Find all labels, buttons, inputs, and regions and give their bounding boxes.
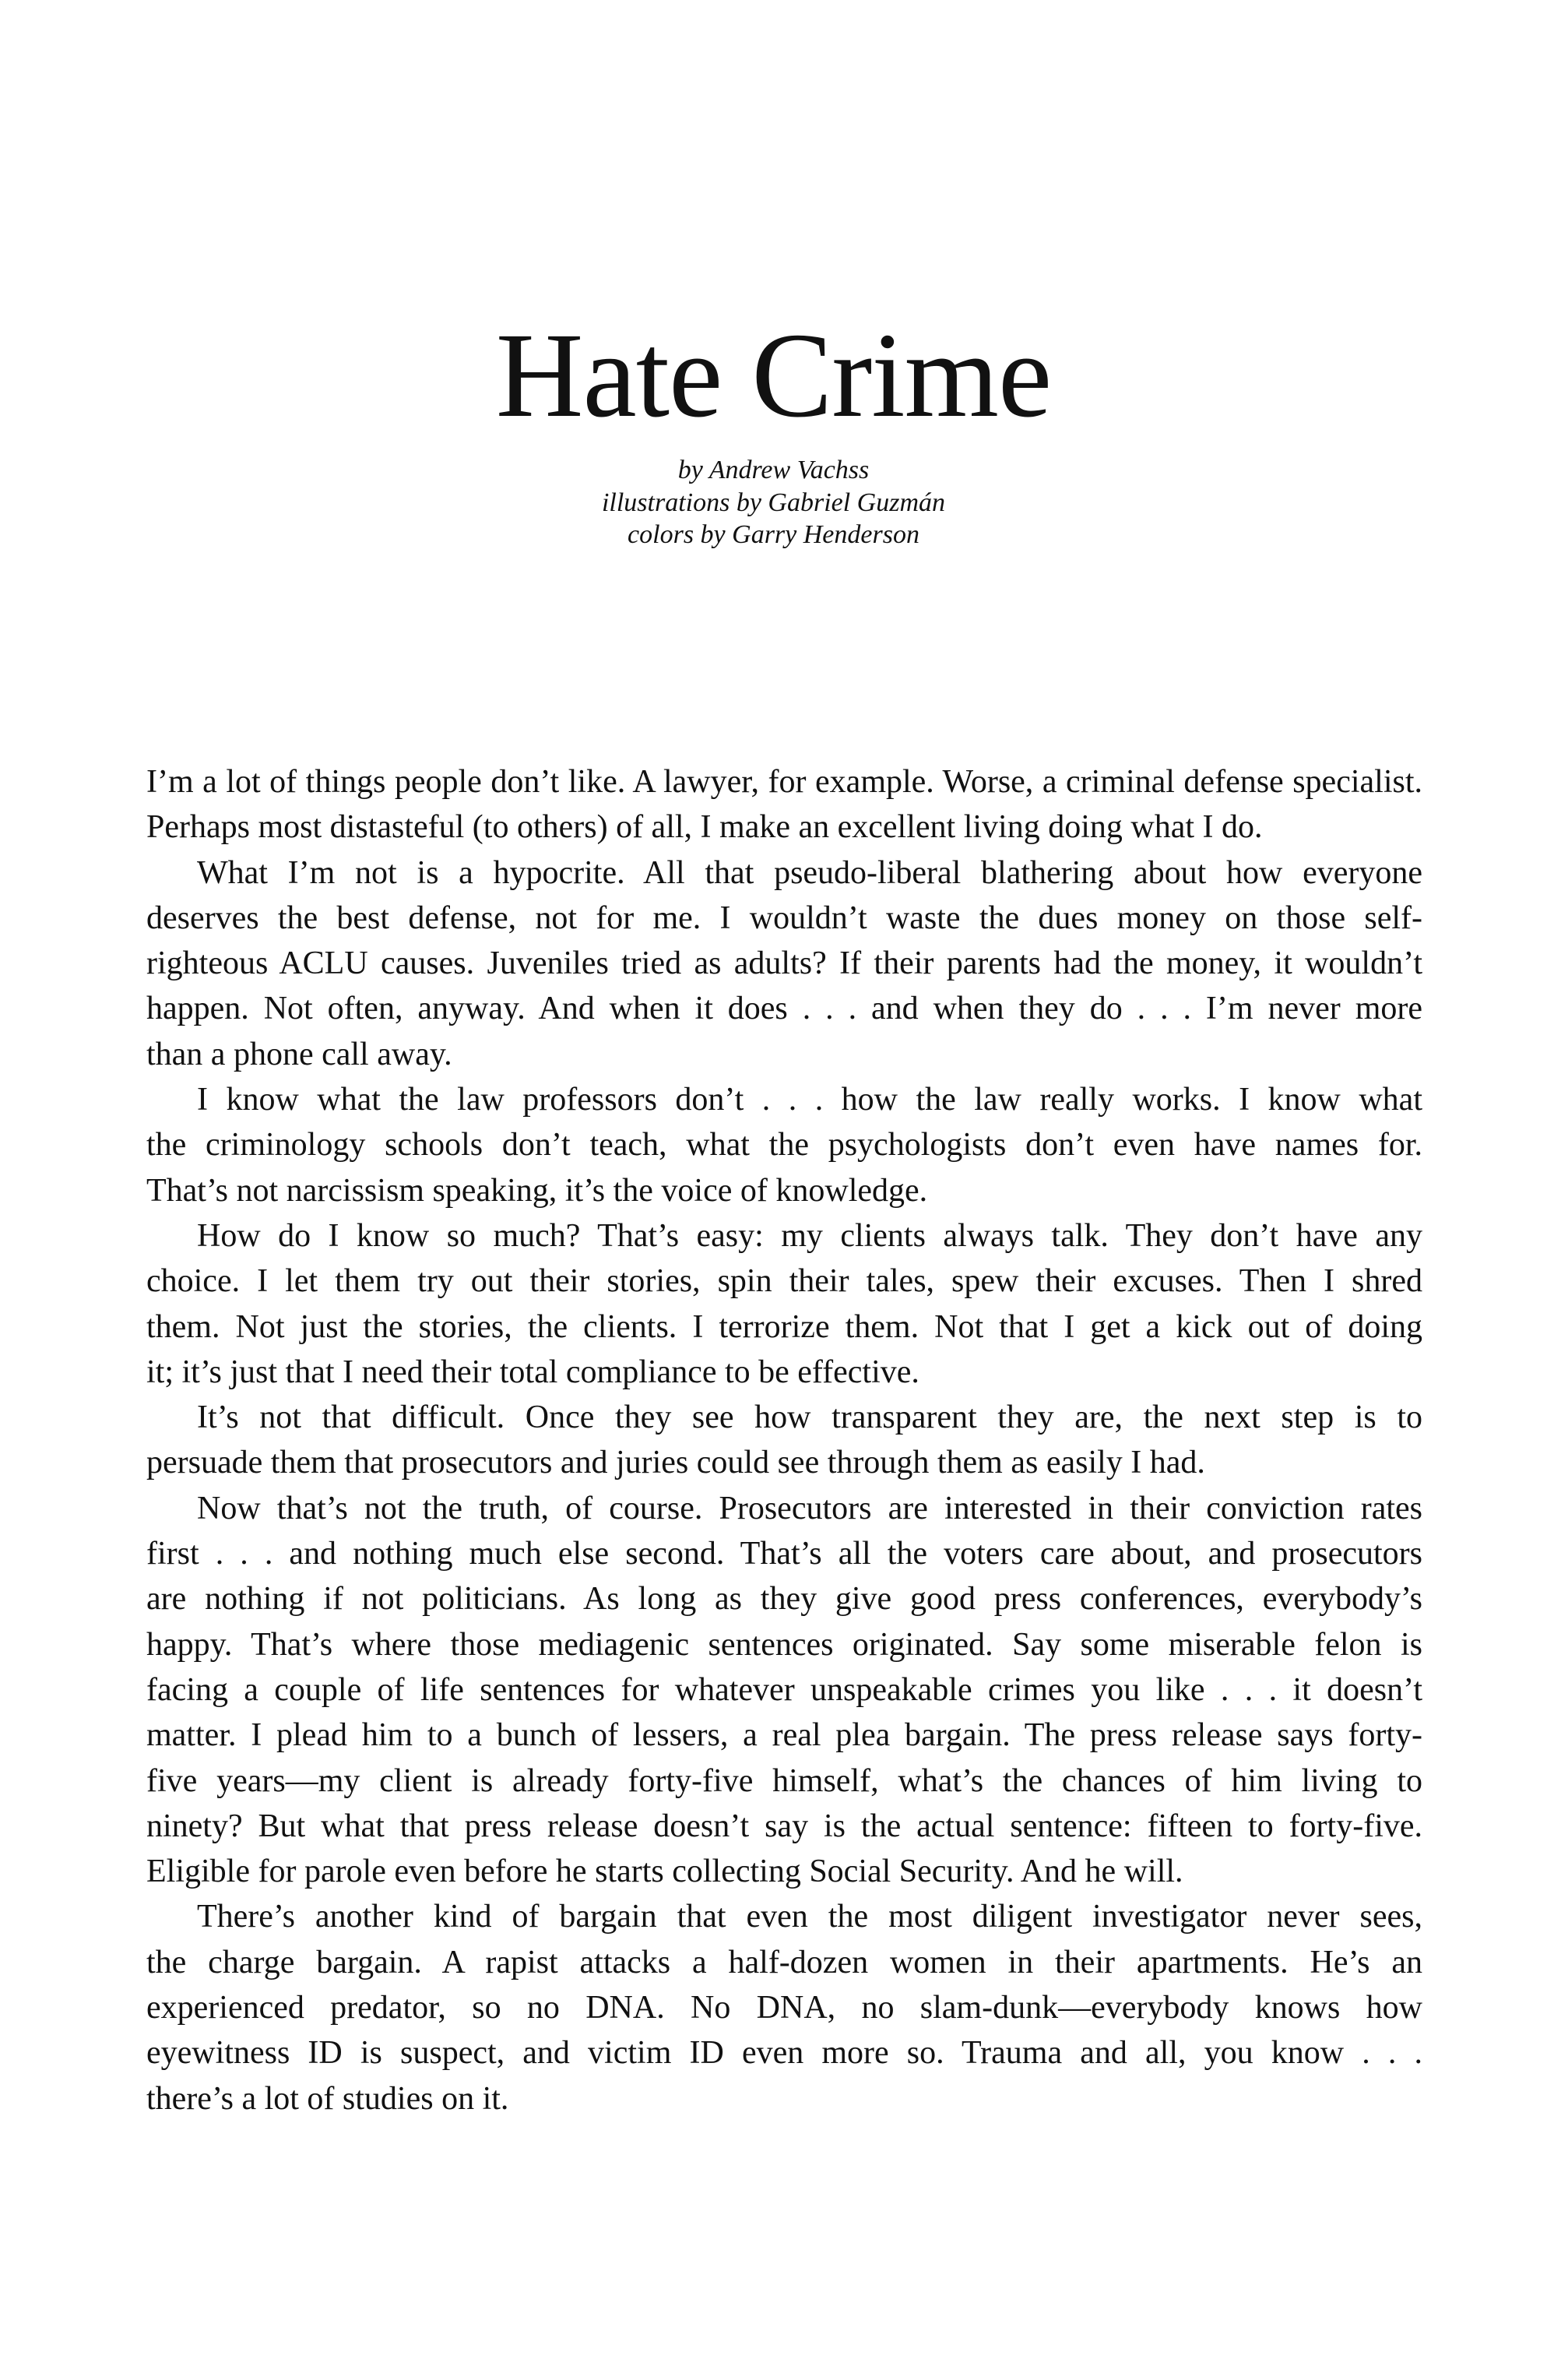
text-line: choice. I let them try out their stories, spin their tales, spew their excuses. Then I shred xyxy=(146,1263,1422,1300)
text-line: I’m a lot of things people don’t like. A lawyer, for example. Worse, a criminal defense specialist. xyxy=(146,764,1422,800)
text-line: What I’m not is a hypocrite. All that pseudo-liberal blathering about how everyone xyxy=(197,854,1422,891)
text-line: first . . . and nothing much else second. That’s all the voters care about, and prosecutors xyxy=(146,1536,1422,1572)
text-line: matter. I plead him to a bunch of lessers, a real plea bargain. The press release says forty- xyxy=(146,1717,1422,1754)
story-body xyxy=(146,759,1422,2121)
illustrator-credit: illustrations by Gabriel Guzmán xyxy=(601,488,946,517)
text-line: happy. That’s where those mediagenic sentences originated. Say some miserable felon is xyxy=(146,1626,1422,1663)
text-line: five years—my client is already forty-five himself, what’s the chances of him living to xyxy=(146,1762,1422,1799)
text-line: righteous ACLU causes. Juveniles tried as adults? If their parents had the money, it wouldn’t xyxy=(146,945,1422,982)
colorist-credit: colors by Garry Henderson xyxy=(628,520,919,549)
text-line: Now that’s not the truth, of course. Prosecutors are interested in their conviction rates xyxy=(197,1490,1422,1526)
text-line: deserves the best defense, not for me. I wouldn’t waste the dues money on those self- xyxy=(146,900,1422,936)
text-line: are nothing if not politicians. As long as they give good press conferences, everybody’s xyxy=(146,1581,1422,1618)
text-line: the criminology schools don’t teach, what the psychologists don’t even have names for. xyxy=(146,1127,1422,1164)
paragraph xyxy=(146,1894,1422,2121)
text-line: it; it’s just that I need their total compliance to be effective. xyxy=(146,1354,919,1390)
text-line: That’s not narcissism speaking, it’s the voice of knowledge. xyxy=(146,1172,928,1209)
paragraph xyxy=(146,850,1422,1077)
text-line: Perhaps most distasteful (to others) of all, I make an excellent living doing what I do. xyxy=(146,809,1263,846)
paragraph xyxy=(146,1213,1422,1395)
paragraph xyxy=(146,1077,1422,1213)
paragraph xyxy=(146,1486,1422,1895)
paragraph xyxy=(146,1395,1422,1486)
text-line: the charge bargain. A rapist attacks a half-dozen women in their apartments. He’s an xyxy=(146,1944,1422,1980)
author-credit: by Andrew Vachss xyxy=(677,456,870,484)
text-line: It’s not that difficult. Once they see how transparent they are, the next step is to xyxy=(197,1399,1422,1436)
text-line: persuade them that prosecutors and juries could see through them as easily I had. xyxy=(146,1445,1205,1481)
credits xyxy=(0,454,1547,551)
text-line: eyewitness ID is suspect, and victim ID even more so. Trauma and all, you know . . . xyxy=(146,2035,1422,2072)
text-line: experienced predator, so no DNA. No DNA, no slam-dunk—everybody knows how xyxy=(146,1990,1422,2026)
text-line: happen. Not often, anyway. And when it does . . . and when they do . . . I’m never more xyxy=(146,991,1422,1027)
text-line: them. Not just the stories, the clients. I terrorize them. Not that I get a kick out of doing xyxy=(146,1308,1422,1345)
text-line: Eligible for parole even before he starts collecting Social Security. And he will. xyxy=(146,1854,1183,1890)
story-title: Hate Crime xyxy=(495,308,1052,442)
text-line: How do I know so much? That’s easy: my clients always talk. They don’t have any xyxy=(197,1217,1422,1254)
text-line: there’s a lot of studies on it. xyxy=(146,2080,509,2117)
paragraph xyxy=(146,759,1422,850)
text-line: There’s another kind of bargain that even the most diligent investigator never sees, xyxy=(197,1899,1422,1935)
text-line: I know what the law professors don’t . . . how the law really works. I know what xyxy=(197,1082,1422,1118)
text-line: ninety? But what that press release doesn’t say is the actual sentence: fifteen to forty-five. xyxy=(146,1808,1422,1844)
text-line: than a phone call away. xyxy=(146,1036,452,1072)
text-line: facing a couple of life sentences for whatever unspeakable crimes you like . . . it doesn’t xyxy=(146,1671,1422,1708)
